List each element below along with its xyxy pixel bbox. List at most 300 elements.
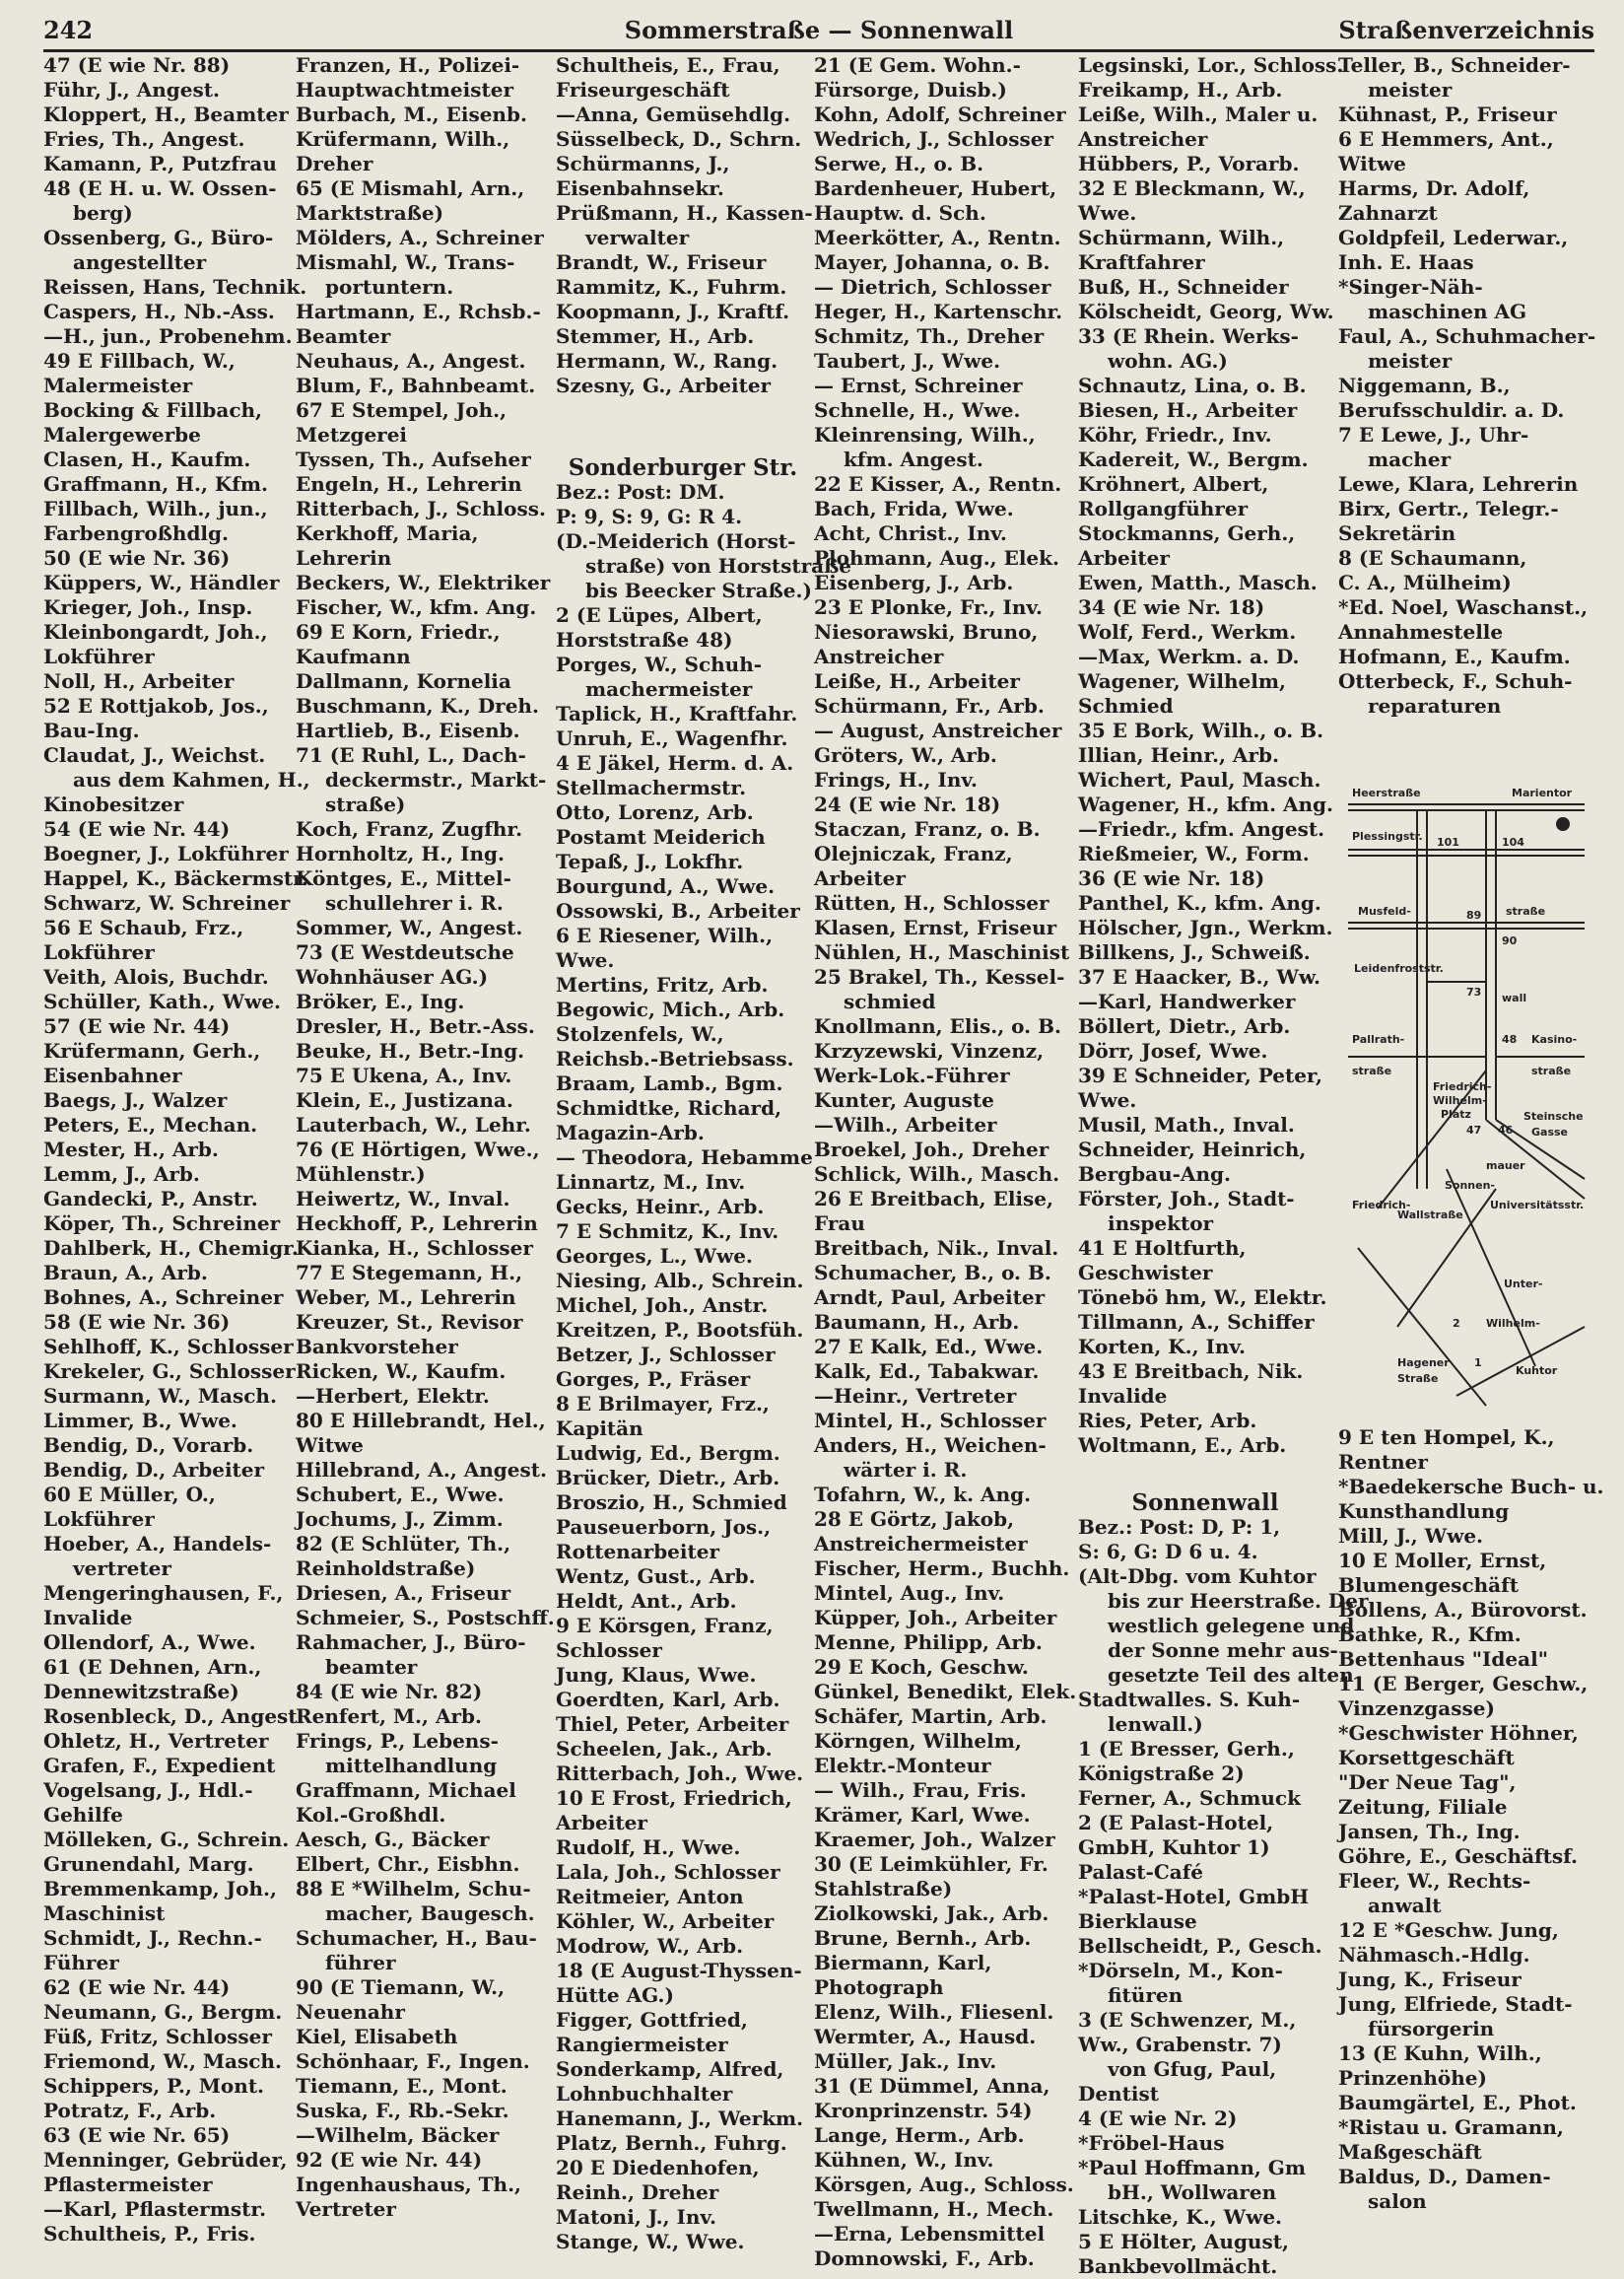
directory-line: macher, Baugesch.: [325, 1901, 535, 1925]
directory-line: Birx, Gertr., Telegr.-: [1338, 497, 1559, 520]
directory-line: kfm. Angest.: [844, 448, 983, 471]
directory-line: Schönhaar, F., Ingen.: [296, 2049, 530, 2073]
directory-line: Dennewitzstraße): [43, 1680, 239, 1703]
directory-line: Arbeiter: [556, 1811, 647, 1834]
directory-line: *Baedekersche Buch- u.: [1338, 1475, 1604, 1498]
directory-line: 5 E Hölter, August,: [1078, 2230, 1289, 2253]
directory-line: Kianka, H., Schlosser: [296, 1236, 533, 1260]
directory-line: Körngen, Wilhelm,: [814, 1729, 1022, 1753]
map-label: straße: [1506, 905, 1546, 918]
directory-line: Pauseuerborn, Jos.,: [556, 1515, 772, 1539]
directory-line: Schmied: [1078, 694, 1174, 718]
directory-line: Tepaß, J., Lokfhr.: [556, 850, 744, 873]
directory-line: Bach, Frida, Wwe.: [814, 497, 1014, 520]
directory-line: Füß, Fritz, Schlosser: [43, 2025, 272, 2048]
directory-line: Ritterbach, J., Schloss.: [296, 497, 546, 520]
directory-line: Ludwig, Ed., Bergm.: [556, 1441, 780, 1465]
directory-line: Frings, P., Lebens-: [296, 1729, 499, 1753]
directory-line: Mester, H., Arb.: [43, 1138, 219, 1161]
directory-line: 33 (E Rhein. Werks-: [1078, 324, 1299, 348]
directory-line: Magazin-Arb.: [556, 1121, 705, 1144]
directory-line: Arndt, Paul, Arbeiter: [814, 1285, 1046, 1309]
directory-line: 43 E Breitbach, Nik.: [1078, 1359, 1304, 1383]
directory-line: 37 E Haacker, B., Ww.: [1078, 965, 1321, 989]
directory-line: Schüller, Kath., Wwe.: [43, 990, 282, 1013]
directory-line: führer: [325, 1951, 396, 1974]
directory-line: Schultheis, E., Frau,: [556, 53, 780, 77]
directory-line: 49 E Fillbach, W.,: [43, 349, 236, 373]
directory-line: 22 E Kisser, A., Rentn.: [814, 472, 1062, 496]
directory-line: 61 (E Dehnen, Arn.,: [43, 1655, 262, 1679]
directory-line: Reissen, Hans, Technik.: [43, 275, 307, 299]
directory-line: Jung, Klaus, Wwe.: [556, 1663, 757, 1687]
directory-line: Förster, Joh., Stadt-: [1078, 1187, 1295, 1210]
directory-line: Jung, K., Friseur: [1338, 1968, 1522, 1991]
directory-line: Niesing, Alb., Schrein.: [556, 1269, 804, 1292]
directory-line: bH., Wollwaren: [1108, 2180, 1277, 2204]
directory-line: *Dörseln, M., Kon-: [1078, 1959, 1283, 1982]
directory-line: Hütte AG.): [556, 1983, 674, 2007]
directory-line: 63 (E wie Nr. 65): [43, 2123, 231, 2147]
directory-line: Bergbau-Ang.: [1078, 1162, 1231, 1186]
directory-line: 75 E Ukena, A., Inv.: [296, 1064, 512, 1087]
directory-line: Arbeiter: [1078, 546, 1170, 570]
directory-line: deckermstr., Markt-: [325, 768, 547, 792]
directory-line: 62 (E wie Nr. 44): [43, 1975, 231, 1999]
directory-line: Schäfer, Martin, Arb.: [814, 1704, 1048, 1728]
directory-line: —Max, Werkm. a. D.: [1078, 645, 1300, 668]
directory-line: —Wilh., Arbeiter: [814, 1113, 997, 1137]
directory-line: *Ed. Noel, Waschanst.,: [1338, 595, 1589, 619]
map-label: Friedrich-: [1433, 1080, 1492, 1093]
directory-line: Michel, Joh., Anstr.: [556, 1293, 769, 1317]
directory-line: Braun, A., Arb.: [43, 1261, 208, 1284]
directory-line: 27 E Kalk, Ed., Wwe.: [814, 1335, 1044, 1358]
directory-line: Dreher: [296, 152, 373, 175]
directory-line: Clasen, H., Kaufm.: [43, 448, 251, 471]
directory-line: Baumann, H., Arb.: [814, 1310, 1020, 1334]
directory-line: Kadereit, W., Bergm.: [1078, 448, 1309, 471]
directory-line: 12 E *Geschw. Jung,: [1338, 1918, 1559, 1942]
directory-line: 31 (E Dümmel, Anna,: [814, 2074, 1050, 2098]
directory-line: bis zur Heerstraße. Der: [1108, 1589, 1369, 1613]
directory-line: Gröters, W., Arb.: [814, 743, 997, 767]
directory-line: maschinen AG: [1368, 300, 1527, 323]
map-label: Kuhtor: [1516, 1364, 1558, 1377]
directory-line: Invalide: [1078, 1384, 1168, 1408]
directory-line: Hartlieb, B., Eisenb.: [296, 719, 520, 742]
map-label: Gasse: [1531, 1126, 1569, 1139]
directory-line: 35 E Bork, Wilh., o. B.: [1078, 719, 1324, 742]
directory-line: "Der Neue Tag",: [1338, 1770, 1517, 1794]
directory-line: 4 E Jäkel, Herm. d. A.: [556, 751, 794, 775]
directory-line: 50 (E wie Nr. 36): [43, 546, 231, 570]
directory-line: 73 (E Westdeutsche: [296, 940, 514, 964]
directory-line: Schmitz, Th., Dreher: [814, 324, 1045, 348]
directory-line: Korten, K., Inv.: [1078, 1335, 1246, 1358]
directory-line: Claudat, J., Weichst.: [43, 743, 266, 767]
directory-line: Suska, F., Rb.-Sekr.: [296, 2099, 509, 2122]
directory-line: Günkel, Benedikt, Elek.: [814, 1680, 1077, 1703]
directory-line: Elbert, Chr., Eisbhn.: [296, 1852, 520, 1876]
directory-line: Rosenbleck, D., Angest.: [43, 1704, 304, 1728]
directory-line: Breitbach, Nik., Inval.: [814, 1236, 1059, 1260]
directory-line: Driesen, A., Friseur: [296, 1581, 511, 1605]
directory-line: gesetzte Teil des alten: [1108, 1663, 1354, 1687]
directory-line: Eisenberg, J., Arb.: [814, 571, 1014, 594]
directory-line: Jansen, Th., Ing.: [1338, 1820, 1521, 1843]
directory-line: Küpper, Joh., Arbeiter: [814, 1606, 1057, 1629]
directory-line: Stange, W., Wwe.: [556, 2230, 745, 2253]
directory-line: Mill, J., Wwe.: [1338, 1524, 1484, 1548]
directory-line: [556, 423, 810, 448]
directory-line: meister: [1368, 78, 1453, 102]
directory-line: Kleinrensing, Wilh.,: [814, 423, 1036, 447]
column-1: [43, 53, 310, 2251]
directory-line: 92 (E wie Nr. 44): [296, 2148, 483, 2172]
map-label: 1: [1474, 1356, 1482, 1369]
directory-line: Schmidtke, Richard,: [556, 1096, 782, 1120]
directory-line: Hermann, W., Rang.: [556, 349, 778, 373]
directory-line: *Ristau u. Gramann,: [1338, 2115, 1564, 2139]
directory-line: Nähmasch.-Hdlg.: [1338, 1943, 1530, 1967]
directory-line: Dörr, Josef, Wwe.: [1078, 1039, 1268, 1063]
directory-line: 71 (E Ruhl, L., Dach-: [296, 743, 526, 767]
directory-line: mittelhandlung: [325, 1754, 498, 1777]
directory-line: Schultheis, P., Fris.: [43, 2222, 256, 2245]
directory-line: Ohletz, H., Vertreter: [43, 1729, 269, 1753]
directory-line: Klasen, Ernst, Friseur: [814, 916, 1057, 939]
directory-line: Heiwertz, W., Inval.: [296, 1187, 510, 1210]
directory-line: —Wilhelm, Bäcker: [296, 2123, 500, 2147]
directory-line: Vertreter: [296, 2197, 396, 2221]
directory-line: Fries, Th., Angest.: [43, 127, 245, 151]
directory-line: 47 (E wie Nr. 88): [43, 53, 231, 77]
directory-line: Aesch, G., Bäcker: [296, 1828, 490, 1851]
directory-line: 30 (E Leimkühler, Fr.: [814, 1852, 1049, 1876]
directory-line: Staczan, Franz, o. B.: [814, 817, 1041, 841]
directory-line: Ossowski, B., Arbeiter: [556, 899, 800, 923]
directory-line: Annahmestelle: [1338, 620, 1504, 644]
directory-line: Rollgangführer: [1078, 497, 1249, 520]
directory-line: 11 (E Berger, Geschw.,: [1338, 1672, 1589, 1695]
directory-line: *Fröbel-Haus: [1078, 2131, 1225, 2155]
directory-line: Bettenhaus "Ideal": [1338, 1647, 1549, 1671]
directory-line: Neuhaus, A., Angest.: [296, 349, 526, 373]
directory-line: Rütten, H., Schlosser: [814, 891, 1049, 915]
directory-line: 76 (E Hörtigen, Wwe.,: [296, 1138, 540, 1161]
directory-line: straße) von Horststraße: [585, 554, 851, 578]
directory-line: Beuke, H., Betr.-Ing.: [296, 1039, 525, 1063]
directory-line: Horststraße 48): [556, 628, 733, 652]
column-4: [814, 53, 1077, 2270]
directory-line: 1 (E Bresser, Gerh.,: [1078, 1737, 1295, 1761]
directory-line: Litschke, K., Wwe.: [1078, 2205, 1283, 2229]
directory-line: Kreitzen, P., Bootsfüh.: [556, 1318, 804, 1342]
directory-line: Metzgerei: [296, 423, 408, 447]
map-label: Straße: [1397, 1372, 1439, 1385]
directory-line: Kloppert, H., Beamter: [43, 103, 289, 126]
directory-line: Limmer, B., Wwe.: [43, 1409, 237, 1432]
directory-line: 88 E *Wilhelm, Schu-: [296, 1877, 531, 1900]
directory-line: Panthel, K., kfm. Ang.: [1078, 891, 1321, 915]
directory-line: Schürmann, Wilh.,: [1078, 226, 1285, 249]
directory-line: Inh. E. Haas: [1338, 250, 1474, 274]
directory-line: Olejniczak, Franz,: [814, 842, 1013, 865]
directory-line: Bendig, D., Arbeiter: [43, 1458, 265, 1482]
directory-line: Fischer, W., kfm. Ang.: [296, 595, 537, 619]
directory-line: Veith, Alois, Buchdr.: [43, 965, 269, 989]
section-title: Straßenverzeichnis: [1338, 16, 1594, 44]
directory-line: fitüren: [1108, 1983, 1184, 2007]
directory-line: Twellmann, H., Mech.: [814, 2197, 1054, 2221]
directory-line: Burbach, M., Eisenb.: [296, 103, 527, 126]
directory-line: straße): [325, 793, 406, 816]
directory-line: Grunendahl, Marg.: [43, 1852, 254, 1876]
directory-line: Kunter, Auguste: [814, 1088, 994, 1112]
directory-line: Geschwister: [1078, 1261, 1213, 1284]
directory-line: Ossenberg, G., Büro-: [43, 226, 274, 249]
directory-line: Fürsorge, Duisb.): [814, 78, 1007, 102]
directory-line: Taubert, J., Wwe.: [814, 349, 1001, 373]
directory-line: Schubert, E., Wwe.: [296, 1483, 505, 1506]
directory-line: Hoeber, A., Handels-: [43, 1532, 272, 1555]
directory-line: Peters, E., Mechan.: [43, 1113, 258, 1137]
directory-line: 41 E Holtfurth,: [1078, 1236, 1247, 1260]
directory-line: inspektor: [1108, 1211, 1214, 1235]
directory-line: Lokführer: [43, 645, 155, 668]
directory-line: portuntern.: [325, 275, 454, 299]
street-map: [1338, 775, 1598, 1425]
directory-line: Plohmann, Aug., Elek.: [814, 546, 1059, 570]
directory-line: Linnartz, M., Inv.: [556, 1170, 746, 1194]
directory-line: 80 E Hillebrandt, Hel.,: [296, 1409, 546, 1432]
directory-line: Prüßmann, H., Kassen-: [556, 201, 813, 225]
directory-line: — Wilh., Frau, Fris.: [814, 1778, 1027, 1802]
directory-line: der Sonne mehr aus-: [1108, 1638, 1338, 1662]
directory-line: Schürmanns, J.,: [556, 152, 730, 175]
map-label: 48: [1502, 1033, 1518, 1046]
directory-line: Kinobesitzer: [43, 793, 184, 816]
directory-line: Wwe.: [556, 948, 615, 972]
directory-line: Lewe, Klara, Lehrerin: [1338, 472, 1579, 496]
directory-line: 10 E Frost, Friedrich,: [556, 1786, 792, 1810]
directory-line: Schippers, P., Mont.: [43, 2074, 265, 2098]
directory-line: Ww., Grabenstr. 7): [1078, 2033, 1282, 2056]
map-label: Heerstraße: [1352, 787, 1421, 799]
directory-line: 9 E Körsgen, Franz,: [556, 1614, 774, 1637]
directory-line: Ziolkowski, Jak., Arb.: [814, 1901, 1049, 1925]
directory-line: Faul, A., Schuhmacher-: [1338, 324, 1596, 348]
directory-line: Graffmann, Michael: [296, 1778, 516, 1802]
directory-line: Schwarz, W. Schreiner: [43, 891, 291, 915]
directory-line: Wwe.: [1078, 201, 1137, 225]
directory-line: Heckhoff, P., Lehrerin: [296, 1211, 538, 1235]
directory-line: — Theodora, Hebamme: [556, 1145, 813, 1169]
directory-line: Göhre, E., Geschäftsf.: [1338, 1844, 1578, 1868]
directory-line: Niesorawski, Bruno,: [814, 620, 1039, 644]
directory-line: 13 (E Kuhn, Wilh.,: [1338, 2041, 1542, 2065]
directory-line: Küppers, W., Händler: [43, 571, 280, 594]
directory-line: Königstraße 2): [1078, 1761, 1245, 1785]
directory-line: 34 (E wie Nr. 18): [1078, 595, 1265, 619]
directory-line: Sekretärin: [1338, 521, 1456, 545]
directory-line: beamter: [325, 1655, 418, 1679]
directory-line: macher: [1368, 448, 1452, 471]
directory-line: Lauterbach, W., Lehr.: [296, 1113, 531, 1137]
directory-line: —Karl, Pflastermstr.: [43, 2197, 267, 2221]
directory-line: 39 E Schneider, Peter,: [1078, 1064, 1322, 1087]
directory-line: 56 E Schaub, Frz.,: [43, 916, 244, 939]
directory-line: Sommer, W., Angest.: [296, 916, 523, 939]
directory-line: Beckers, W., Elektriker: [296, 571, 551, 594]
directory-line: Mismahl, W., Trans-: [296, 250, 515, 274]
directory-line: Wagener, H., kfm. Ang.: [1078, 793, 1334, 816]
directory-line: meister: [1368, 349, 1453, 373]
directory-line: Friseurgeschäft: [556, 78, 730, 102]
directory-line: 9 E ten Hompel, K.,: [1338, 1425, 1555, 1449]
directory-line: Rentner: [1338, 1450, 1428, 1474]
map-label: 47: [1466, 1124, 1482, 1137]
directory-line: Fillbach, Wilh., jun.,: [43, 497, 268, 520]
directory-line: Schumacher, B., o. B.: [814, 1261, 1051, 1284]
map-label: Musfeld-: [1358, 905, 1411, 918]
map-label: Sonnen-: [1445, 1179, 1495, 1192]
directory-line: Happel, K., Bäckermstr.: [43, 866, 308, 890]
directory-line: 3 (E Schwenzer, M.,: [1078, 2008, 1297, 2032]
directory-line: Grafen, F., Expedient: [43, 1754, 276, 1777]
directory-line: — August, Anstreicher: [814, 719, 1062, 742]
directory-line: Menne, Philipp, Arb.: [814, 1630, 1043, 1654]
street-map-svg: [1338, 775, 1598, 1425]
directory-line: — Ernst, Schreiner: [814, 374, 1023, 397]
directory-line: Brandt, W., Friseur: [556, 250, 767, 274]
directory-line: 36 (E wie Nr. 18): [1078, 866, 1265, 890]
map-label: Wallstraße: [1397, 1209, 1463, 1221]
directory-line: Wolf, Ferd., Werkm.: [1078, 620, 1297, 644]
directory-line: Krzyzewski, Vinzenz,: [814, 1039, 1045, 1063]
directory-line: *Singer-Näh-: [1338, 275, 1483, 299]
directory-line: Wagener, Wilhelm,: [1078, 669, 1286, 693]
directory-line: Lehrerin: [296, 546, 392, 570]
directory-line: Hartmann, E., Rchsb.-: [296, 300, 541, 323]
directory-line: Hauptwachtmeister: [296, 78, 513, 102]
directory-line: Baldus, D., Damen-: [1338, 2165, 1551, 2188]
directory-line: 54 (E wie Nr. 44): [43, 817, 231, 841]
map-label: Marientor: [1512, 787, 1573, 799]
directory-line: Krieger, Joh., Insp.: [43, 595, 253, 619]
directory-line: Vinzenzgasse): [1338, 1696, 1495, 1720]
directory-line: Berufsschuldir. a. D.: [1338, 398, 1565, 422]
directory-line: [556, 398, 810, 423]
directory-line: Jung, Elfriede, Stadt-: [1338, 1992, 1573, 2016]
directory-line: Invalide: [43, 1606, 133, 1629]
directory-line: Gecks, Heinr., Arb.: [556, 1195, 765, 1218]
directory-line: Hübbers, P., Vorarb.: [1078, 152, 1300, 175]
map-label: Steinsche: [1523, 1110, 1584, 1123]
directory-line: (D.-Meiderich (Horst-: [556, 529, 796, 553]
directory-line: Farbengroßhdlg.: [43, 521, 229, 545]
directory-line: Bankbevollmächt.: [1078, 2254, 1278, 2278]
directory-line: Stemmer, H., Arb.: [556, 324, 755, 348]
directory-line: 60 E Müller, O.,: [43, 1483, 216, 1506]
map-label: Hagener: [1397, 1356, 1450, 1369]
directory-line: Ritterbach, Joh., Wwe.: [556, 1761, 804, 1785]
directory-line: Schlosser: [556, 1638, 662, 1662]
directory-line: 58 (E wie Nr. 36): [43, 1310, 231, 1334]
map-label: Pallrath-: [1352, 1033, 1405, 1046]
directory-line: Korsettgeschäft: [1338, 1746, 1515, 1769]
map-label: Leidenfroststr.: [1354, 962, 1444, 975]
directory-line: Anstreichermeister: [814, 1532, 1028, 1555]
page-number: 242: [43, 16, 94, 44]
directory-line: Stellmachermstr.: [556, 776, 747, 799]
directory-line: Weber, M., Lehrerin: [296, 1285, 516, 1309]
directory-line: Koopmann, J., Kraftf.: [556, 300, 790, 323]
directory-line: Taplick, H., Kraftfahr.: [556, 702, 798, 725]
map-label: 104: [1502, 836, 1524, 849]
directory-line: Lokführer: [43, 1507, 155, 1531]
directory-line: Bankvorsteher: [296, 1335, 458, 1358]
directory-line: Frings, H., Inv.: [814, 768, 978, 792]
directory-line: Kröhnert, Albert,: [1078, 472, 1269, 496]
directory-line: 10 E Moller, Ernst,: [1338, 1549, 1547, 1572]
street-heading: Sonderburger Str.: [568, 454, 798, 481]
directory-line: *Palast-Hotel, GmbH: [1078, 1885, 1310, 1908]
directory-line: Goerdten, Karl, Arb.: [556, 1688, 780, 1711]
directory-line: —Erna, Lebensmittel: [814, 2222, 1046, 2245]
directory-line: Werk-Lok.-Führer: [814, 1064, 1010, 1087]
directory-line: S: 6, G: D 6 u. 4.: [1078, 1540, 1258, 1563]
directory-line: Mayer, Johanna, o. B.: [814, 250, 1050, 274]
column-5: [1078, 53, 1369, 2278]
directory-line: 90 (E Tiemann, W.,: [296, 1975, 506, 1999]
directory-line: 23 E Plonke, Fr., Inv.: [814, 595, 1043, 619]
directory-line: Süsselbeck, D., Schrn.: [556, 127, 802, 151]
directory-line: 69 E Korn, Friedr.,: [296, 620, 501, 644]
directory-line: angestellter: [73, 250, 207, 274]
directory-line: Musil, Math., Inval.: [1078, 1113, 1295, 1137]
directory-line: Hornholtz, H., Ing.: [296, 842, 505, 865]
directory-line: Rahmacher, J., Büro-: [296, 1630, 526, 1654]
directory-line: 29 E Koch, Geschw.: [814, 1655, 1029, 1679]
directory-line: — Dietrich, Schlosser: [814, 275, 1051, 299]
directory-line: Sonderkamp, Alfred,: [556, 2057, 784, 2081]
map-label: 101: [1437, 836, 1459, 849]
column-3: [556, 53, 851, 2253]
column-6b: [1338, 1425, 1604, 2253]
directory-line: Hölscher, Jgn., Werkm.: [1078, 916, 1333, 939]
directory-line: Boegner, J., Lokführer: [43, 842, 289, 865]
directory-line: Zahnarzt: [1338, 201, 1438, 225]
directory-line: 18 (E August-Thyssen-: [556, 1959, 802, 1982]
directory-line: Marktstraße): [296, 201, 444, 225]
directory-line: Mühlenstr.): [296, 1162, 426, 1186]
directory-line: aus dem Kahmen, H.,: [73, 768, 310, 792]
directory-line: Kraemer, Joh., Walzer: [814, 1828, 1055, 1851]
directory-line: Wwe.: [1078, 1088, 1137, 1112]
directory-line: Woltmann, E., Arb.: [1078, 1433, 1287, 1457]
directory-line: Ferner, A., Schmuck: [1078, 1786, 1301, 1810]
directory-line: machermeister: [585, 677, 753, 701]
directory-line: Begowic, Mich., Arb.: [556, 998, 785, 1021]
directory-line: Kohn, Adolf, Schreiner: [814, 103, 1066, 126]
directory-line: Bez.: Post: D, P: 1,: [1078, 1515, 1281, 1539]
directory-line: Serwe, H., o. B.: [814, 152, 984, 175]
directory-line: bis Beecker Straße.): [585, 579, 812, 602]
directory-line: Potratz, F., Arb.: [43, 2099, 217, 2122]
directory-line: Bollens, A., Bürovorst.: [1338, 1598, 1588, 1622]
